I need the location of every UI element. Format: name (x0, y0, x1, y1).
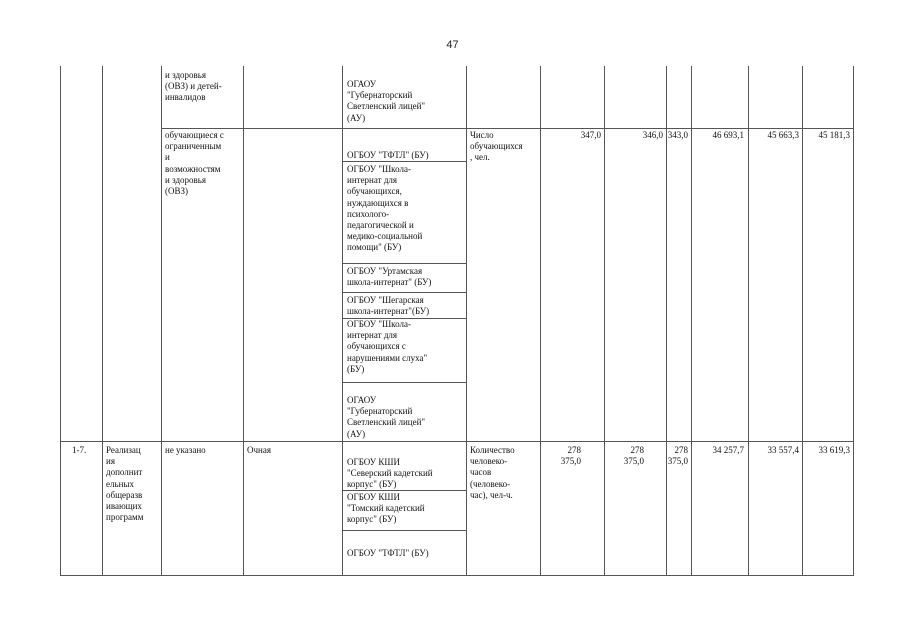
institution-cell: ОГБОУ "Уртамская школа-интернат" (БУ) (347, 266, 432, 288)
institution-cell: ОГБОУ "ТФТЛ" (БУ) (347, 150, 429, 160)
institution-cell: ОГБОУ "Шегарская школа-интернат"(БУ) (347, 295, 430, 317)
form-cell: Очная (247, 445, 271, 455)
value-cell: 278 375,0 (667, 445, 688, 467)
value-cell: 45 663,3 (767, 130, 799, 140)
institution-cell: ОГБОУ "ТФТЛ" (БУ) (347, 548, 429, 558)
value-cell: 278 375,0 (623, 445, 644, 467)
value-cell: 33 619,3 (818, 445, 850, 455)
value-cell: 278 375,0 (560, 445, 581, 467)
institution-cell: ОГАОУ "Губернаторский Светленский лицей" (АУ) (347, 395, 426, 439)
value-cell: 45 181,3 (818, 130, 850, 140)
institution-cell: ОГБОУ "Школа- интернат для обучающихся с нарушениями слуха" (БУ) (347, 319, 428, 374)
value-cell: 46 693,1 (712, 130, 744, 140)
category-cell: не указано (165, 445, 206, 455)
institution-cell: ОГАОУ "Губернаторский Светленский лицей" (АУ) (347, 79, 426, 123)
value-cell: 347,0 (580, 130, 601, 140)
value-cell: 343,0 (667, 130, 688, 140)
services-table (60, 66, 853, 576)
indicator-cell: Количество человеко- часов (человеко- час), чел-ч. (470, 445, 515, 500)
row-code-cell: 1-7. (72, 445, 87, 455)
service-cell: Реализац ия дополнит ельных общеразв ивающих программ (106, 445, 144, 523)
value-cell: 346,0 (642, 130, 663, 140)
value-cell: 34 257,7 (712, 445, 744, 455)
page-number: 47 (446, 39, 459, 51)
category-cell: обучающиеся с ограниченным и возможностям и здоровья (ОВЗ) (165, 130, 224, 197)
indicator-cell: Число обучающихся , чел. (470, 130, 523, 163)
institution-cell: ОГБОУ КШИ "Томский кадетский корпус" (БУ) (347, 492, 425, 525)
institution-cell: ОГБОУ "Школа- интернат для обучающихся, нуждающихся в психолого- педагогической и медико-социальной помощи" (БУ) (347, 164, 423, 253)
category-cell: и здоровья (ОВЗ) и детей- инвалидов (165, 70, 222, 103)
value-cell: 33 557,4 (767, 445, 799, 455)
institution-cell: ОГБОУ КШИ "Северский кадетский корпус" (БУ) (347, 457, 433, 490)
